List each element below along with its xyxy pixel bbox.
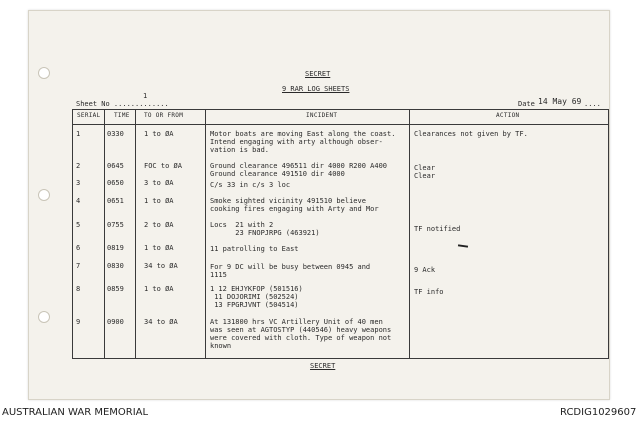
time-cell: 0900 bbox=[107, 318, 124, 326]
serial-cell: 1 bbox=[76, 130, 81, 138]
punch-hole bbox=[38, 189, 50, 201]
serial-cell: 5 bbox=[76, 221, 81, 229]
time-cell: 0651 bbox=[107, 197, 124, 205]
punch-hole bbox=[38, 311, 50, 323]
time-cell: 0859 bbox=[107, 285, 124, 293]
to-from-cell: 1 to ØA bbox=[144, 130, 174, 138]
to-from-cell: 2 to ØA bbox=[144, 221, 174, 229]
action-cell: Clearances not given by TF. bbox=[414, 130, 528, 138]
column-divider bbox=[135, 109, 136, 358]
to-from-cell: 1 to ØA bbox=[144, 197, 174, 205]
incident-cell: 11 patrolling to East bbox=[210, 245, 299, 253]
serial-cell: 7 bbox=[76, 262, 81, 270]
time-cell: 0645 bbox=[107, 162, 124, 170]
time-cell: 0830 bbox=[107, 262, 124, 270]
incident-cell: For 9 DC will be busy between 0945 and 1115 bbox=[210, 263, 371, 279]
to-from-cell: 1 to ØA bbox=[144, 285, 174, 293]
sheet-number-value: 1 bbox=[143, 92, 148, 100]
header-serial: SERIAL bbox=[77, 112, 101, 119]
date-label: Date bbox=[518, 100, 535, 108]
serial-cell: 4 bbox=[76, 197, 81, 205]
to-from-cell: 1 to ØA bbox=[144, 244, 174, 252]
date-dots: .... bbox=[584, 100, 601, 108]
action-cell: TF notified bbox=[414, 225, 461, 233]
header-action: ACTION bbox=[496, 112, 520, 119]
serial-cell: 3 bbox=[76, 179, 81, 187]
column-divider bbox=[409, 109, 410, 358]
to-from-cell: FOC to ØA bbox=[144, 162, 182, 170]
date-value: 14 May 69 bbox=[538, 97, 582, 106]
column-divider bbox=[104, 109, 105, 358]
incident-cell: C/s 33 in c/s 3 loc bbox=[210, 181, 291, 189]
footer-archive-name: AUSTRALIAN WAR MEMORIAL bbox=[2, 407, 149, 418]
header-time: TIME bbox=[114, 112, 130, 119]
serial-cell: 9 bbox=[76, 318, 81, 326]
action-cell: Clear Clear bbox=[414, 164, 436, 180]
incident-cell: At 131800 hrs VC Artillery Unit of 40 men was seen at AGTOSTYP (440546) heavy weapons were covered with cloth. Type of weapon not known bbox=[210, 318, 392, 350]
action-cell: TF info bbox=[414, 288, 444, 296]
serial-cell: 2 bbox=[76, 162, 81, 170]
classification-bottom: SECRET bbox=[310, 362, 336, 370]
header-to-from: TO OR FROM bbox=[144, 112, 184, 119]
footer-record-id: RCDIG1029607 bbox=[560, 407, 637, 418]
document-title: 9 RAR LOG SHEETS bbox=[282, 85, 350, 93]
time-cell: 0819 bbox=[107, 244, 124, 252]
incident-cell: Motor boats are moving East along the coast. Intend engaging with arty although obser- vation is bad. bbox=[210, 130, 396, 154]
classification-top: SECRET bbox=[305, 70, 331, 78]
serial-cell: 8 bbox=[76, 285, 81, 293]
sheet-number-label: Sheet No ............. bbox=[76, 100, 169, 108]
time-cell: 0330 bbox=[107, 130, 124, 138]
serial-cell: 6 bbox=[76, 244, 81, 252]
header-incident: INCIDENT bbox=[306, 112, 338, 119]
to-from-cell: 34 to ØA bbox=[144, 318, 178, 326]
column-divider bbox=[205, 109, 206, 358]
to-from-cell: 34 to ØA bbox=[144, 262, 178, 270]
incident-cell: Ground clearance 496511 dir 4000 R200 A400 Ground clearance 491510 dir 4000 bbox=[210, 162, 388, 178]
time-cell: 0650 bbox=[107, 179, 124, 187]
incident-cell: Smoke sighted vicinity 491510 believe cooking fires engaging with Arty and Mor bbox=[210, 197, 379, 213]
action-cell: 9 Ack bbox=[414, 266, 436, 274]
incident-cell: 1 12 EHJYKFOP (501516) 11 DOJORIMI (502524) 13 FPGRJVNT (504514) bbox=[210, 285, 303, 309]
time-cell: 0755 bbox=[107, 221, 124, 229]
incident-cell: Locs 21 with 2 23 FNOPJRPG (463921) bbox=[210, 221, 320, 237]
to-from-cell: 3 to ØA bbox=[144, 179, 174, 187]
punch-hole bbox=[38, 67, 50, 79]
